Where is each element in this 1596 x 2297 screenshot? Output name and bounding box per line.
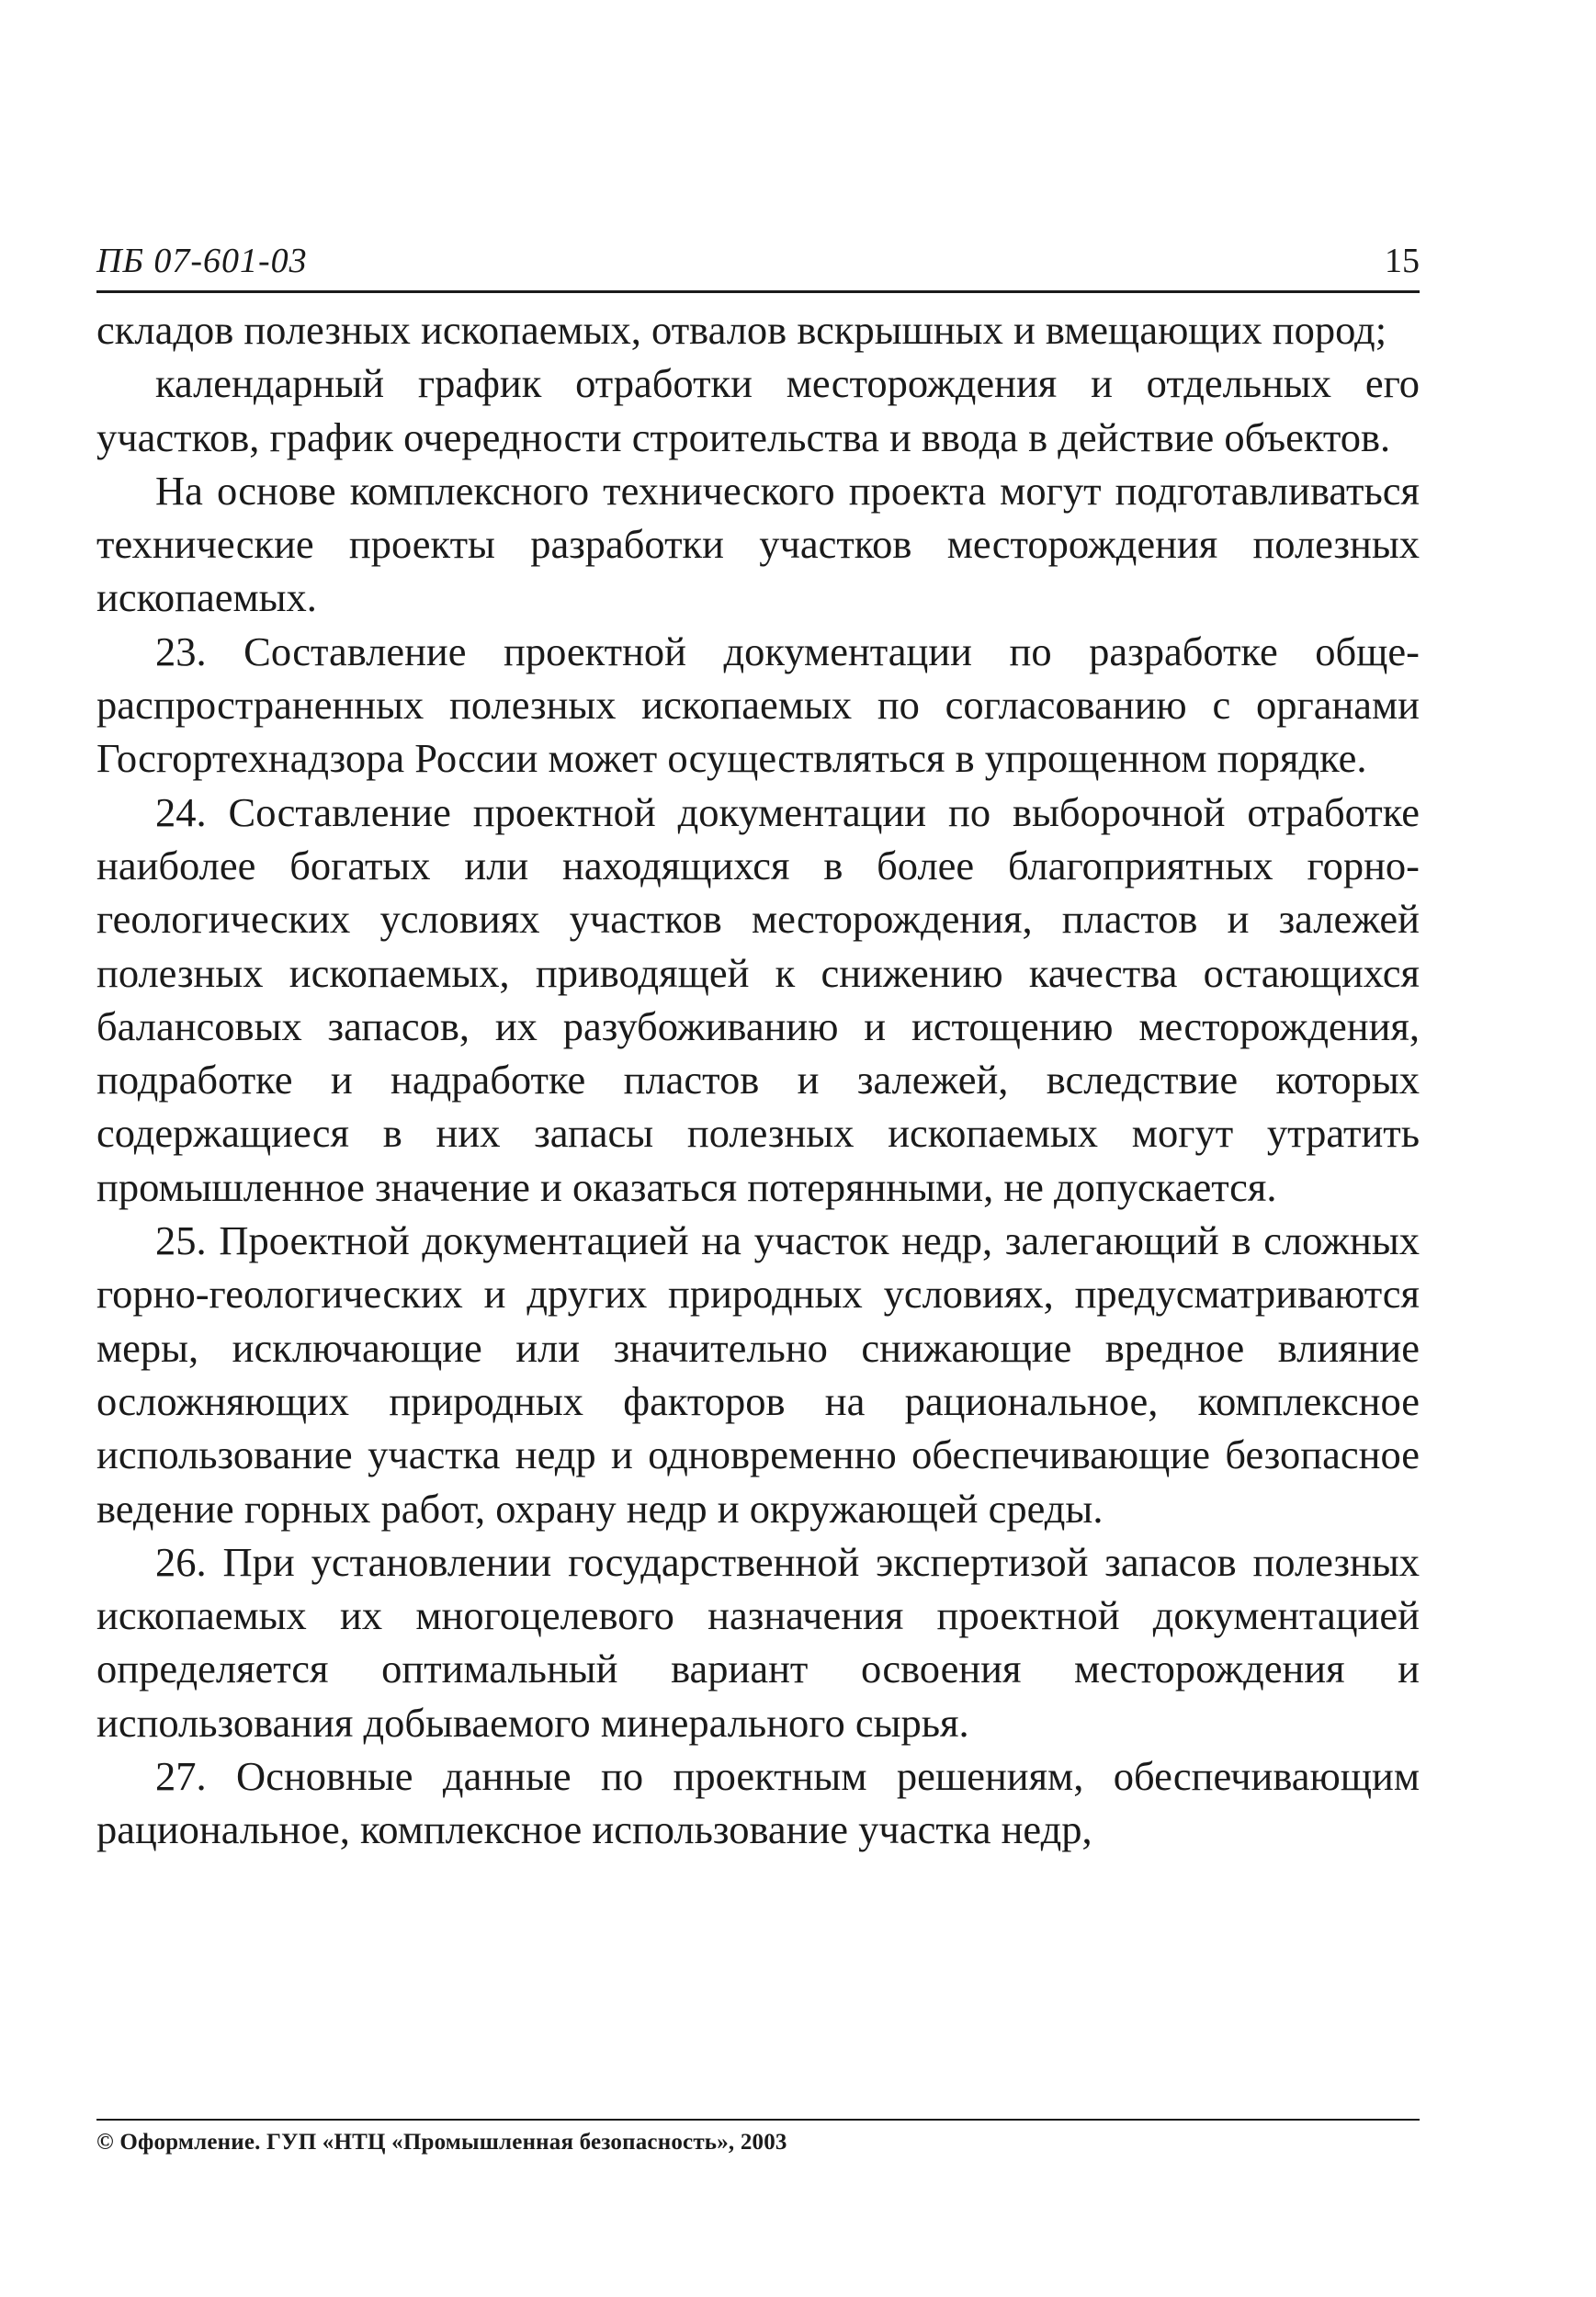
page-number: 15 <box>1385 242 1420 280</box>
body-text <box>96 303 1420 1857</box>
running-header <box>96 241 1420 296</box>
paragraph-continuation: складов полезных ископаемых, отвалов вскрышных и вмещающих пород; <box>96 307 1387 353</box>
footer-divider <box>96 2119 1420 2121</box>
document-code: ПБ 07-601-03 <box>96 242 308 280</box>
paragraph-item-26: 26. При установлении государственной экспертизой запасов полезных ископаемых их многоцелевого назначения проектной документацией определяется оптимальный вариант освоения месторождения и использования добываемого минерального сырья. <box>96 1538 1420 1746</box>
paragraph-technical-projects: На основе комплексного технического проекта могут подготавливаться технические проекты разработки участков месторождения полезных ископаемых. <box>96 467 1420 621</box>
paragraph-item-25: 25. Проектной документацией на участок недр, залегающий в сложных горно-геологических и других природных условиях, предусматриваются меры, исключающие или значительно снижающие вредное влияние осложняющих природных факторов на рациональное, комплексное использование участка недр и одновременно обеспечивающие безопасное ведение горных работ, охрану недр и окружающей среды. <box>96 1217 1420 1532</box>
copyright-footer: © Оформление. ГУП «НТЦ «Промышленная безопасность», 2003 <box>96 2130 787 2155</box>
paragraph-item-23: 23. Составление проектной документации по разработке общераспространенных полезных ископаемых по согласованию с органами Госгортехнадзора России может осуществляться в упрощенном порядке. <box>96 628 1420 782</box>
paragraph-schedule: календарный график отработки месторождения и отдельных его участков, график очередности строительства и ввода в действие объектов. <box>96 360 1420 460</box>
header-divider <box>96 290 1420 293</box>
paragraph-item-24: 24. Составление проектной документации по выборочной отработке наиболее богатых или находящихся в более благоприятных горно-геологических условиях участков месторождения, пластов и залежей полезных ископаемых, приводящей к снижению качества остающихся балансовых запасов, их разубоживанию и истощению месторождения, подработке и надработке пластов и залежей, вследствие которых содержащиеся в них запасы полезных ископаемых могут утратить промышленное значение и оказаться потерянными, не допускается. <box>96 788 1420 1210</box>
paragraph-item-27: 27. Основные данные по проектным решениям, обеспечивающим рациональное, комплексное использование участка недр, <box>96 1753 1420 1853</box>
